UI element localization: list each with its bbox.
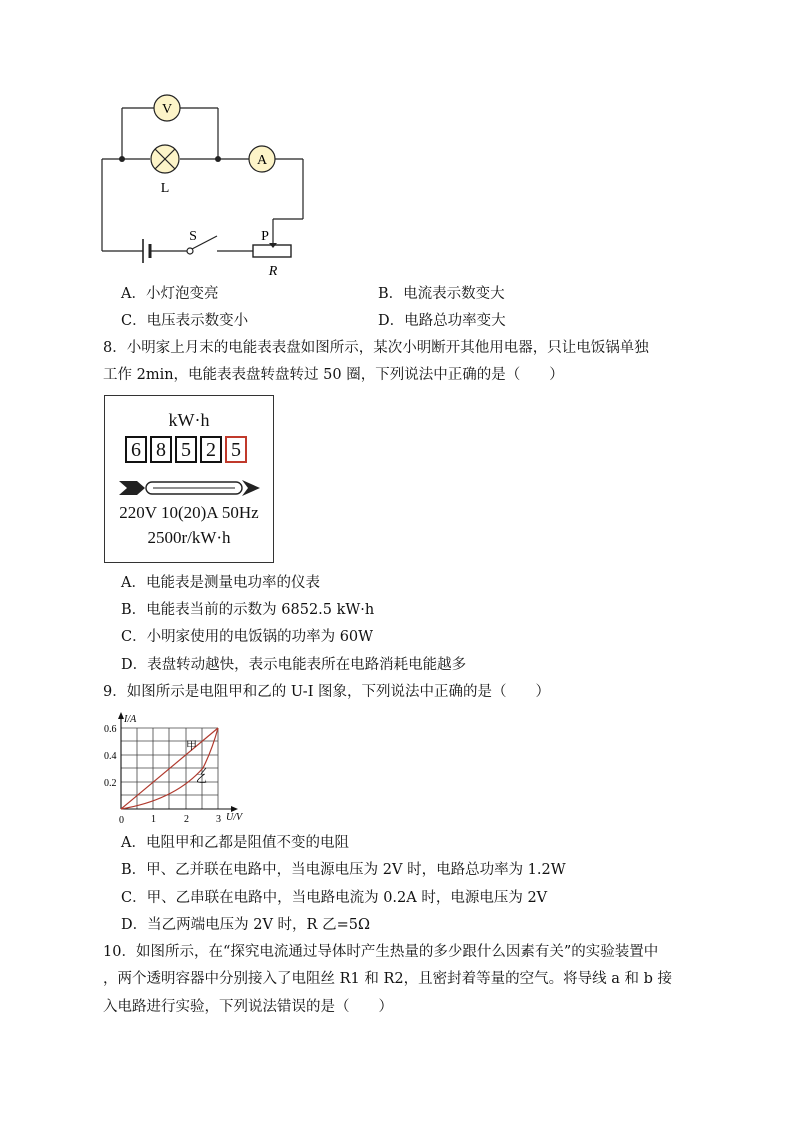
q9-option-a: A．电阻甲和乙都是阻值不变的电阻: [121, 835, 349, 851]
svg-text:R: R: [268, 264, 278, 279]
svg-text:S: S: [189, 229, 197, 244]
svg-text:V: V: [161, 102, 173, 117]
meter-spec-rating: 220V 10(20)A 50Hz: [119, 503, 259, 522]
q9-stem: 9．如图所示是电阻甲和乙的 U-I 图象，下列说法中正确的是（ ）: [103, 684, 551, 700]
svg-text:3: 3: [216, 814, 221, 825]
svg-text:U/V: U/V: [226, 812, 243, 823]
q9-option-c: C．甲、乙串联在电路中，当电路电流为 0.2A 时，电源电压为 2V: [121, 890, 548, 906]
q8-stem-line1: 8．小明家上月末的电能表表盘如图所示，某次小明断开其他用电器，只让电饭锅单独: [103, 340, 649, 356]
q9-ui-graph: [100, 708, 260, 828]
meter-unit: kW·h: [168, 410, 210, 430]
q8-option-c: C．小明家使用的电饭锅的功率为 60W: [121, 629, 374, 645]
svg-text:A: A: [256, 153, 268, 168]
q7-option-b: B．电流表示数变大: [378, 286, 505, 302]
svg-text:0.4: 0.4: [104, 751, 117, 762]
meter-digit: 2: [200, 436, 222, 463]
q10-stem-line2: ，两个透明容器中分别接入了电阻丝 R1 和 R2，且密封着等量的空气。将导线 a 和 b 接: [103, 971, 672, 987]
q7-option-c: C．电压表示数变小: [121, 313, 249, 329]
q9-option-b: B．甲、乙并联在电路中，当电源电压为 2V 时，电路总功率为 1.2W: [121, 862, 566, 878]
svg-text:乙: 乙: [196, 773, 207, 785]
svg-text:P: P: [261, 229, 269, 244]
q7-option-d: D．电路总功率变大: [378, 313, 506, 329]
meter-digit: 8: [150, 436, 172, 463]
meter-arrow-icon: [119, 478, 264, 498]
q8-option-d: D．表盘转动越快，表示电能表所在电路消耗电能越多: [121, 657, 467, 673]
svg-text:I/A: I/A: [124, 714, 137, 725]
q8-option-a: A．电能表是测量电功率的仪表: [121, 575, 320, 591]
meter-digit-decimal: 5: [225, 436, 247, 463]
electric-meter-dial: [104, 395, 274, 563]
q9-option-d: D．当乙两端电压为 2V 时，R 乙=5Ω: [121, 917, 370, 933]
meter-digit: 5: [175, 436, 197, 463]
svg-text:L: L: [160, 181, 170, 196]
q7-option-a: A．小灯泡变亮: [121, 286, 219, 302]
q8-stem-line2: 工作 2min，电能表表盘转盘转过 50 圈，下列说法中正确的是（ ）: [103, 367, 564, 383]
meter-spec-constant: 2500r/kW·h: [147, 528, 231, 547]
svg-text:0.6: 0.6: [104, 724, 117, 735]
q8-option-b: B．电能表当前的示数为 6852.5 kW·h: [121, 602, 375, 618]
svg-text:0.2: 0.2: [104, 778, 117, 789]
svg-text:0: 0: [119, 815, 124, 826]
svg-text:1: 1: [151, 814, 156, 825]
q10-stem-line3: 入电路进行实验，下列说法错误的是（ ）: [103, 999, 393, 1015]
q7-circuit-diagram: [95, 88, 315, 283]
q10-stem-line1: 10．如图所示，在“探究电流通过导体时产生热量的多少跟什么因素有关”的实验装置中: [103, 944, 659, 960]
meter-digits: [125, 436, 250, 463]
meter-digit: 6: [125, 436, 147, 463]
svg-text:甲: 甲: [186, 740, 197, 752]
svg-text:2: 2: [184, 814, 189, 825]
